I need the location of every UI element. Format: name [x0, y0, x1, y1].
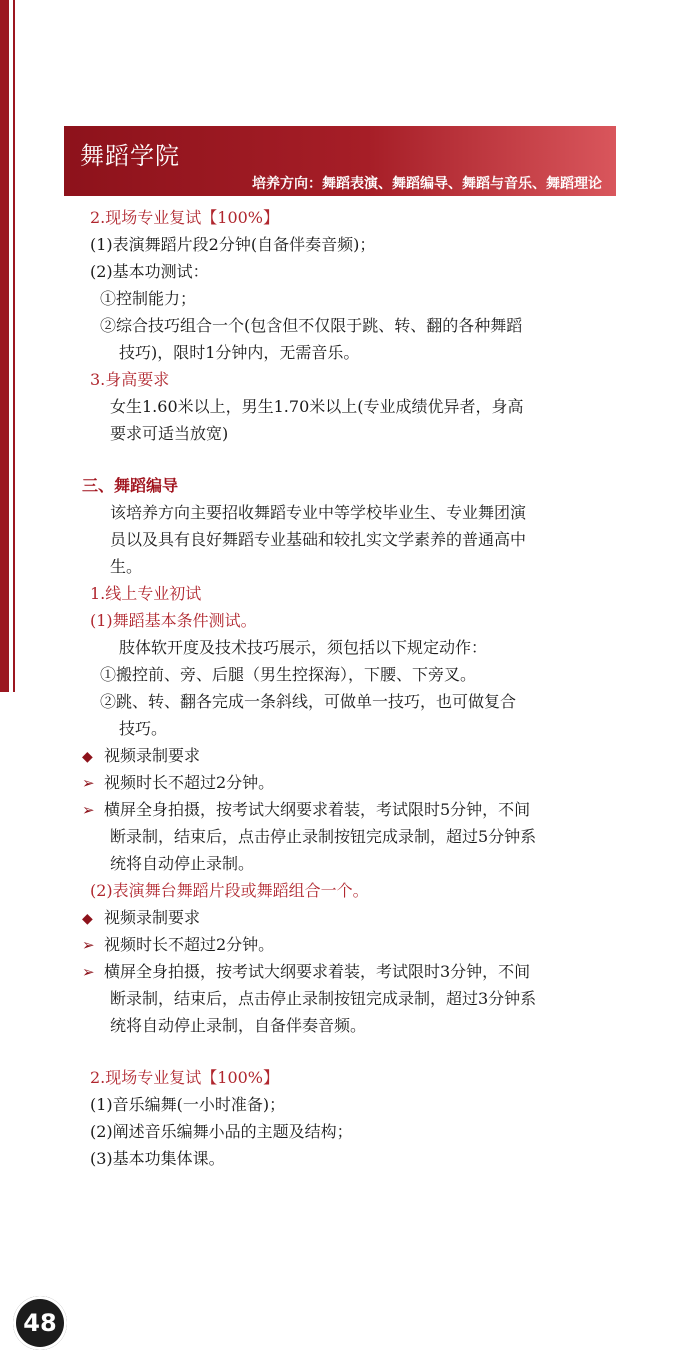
page-number: 48	[23, 1309, 57, 1337]
text-line: 员以及具有良好舞蹈专业基础和较扎实文学素养的普通高中	[110, 530, 527, 549]
text-line: 肢体软开度及技术技巧展示，须包括以下规定动作：	[119, 638, 488, 657]
bullet-item	[82, 800, 530, 820]
text-line: 技巧。	[119, 719, 168, 738]
page-number-badge	[13, 1296, 67, 1350]
arrow-bullet-icon: ➢	[82, 801, 95, 819]
section-banner	[64, 126, 616, 196]
bullet-item	[82, 773, 274, 793]
left-edge-line	[13, 0, 15, 692]
arrow-bullet-icon: ➢	[82, 774, 95, 792]
text-line: (1)音乐编舞(一小时准备)；	[90, 1095, 286, 1114]
text-line: 女生1.60米以上，男生1.70米以上(专业成绩优异者，身高	[110, 397, 524, 416]
bullet-text: 横屏全身拍摄，按考试大纲要求着装，考试限时3分钟，不间	[104, 962, 531, 981]
text-line: ②综合技巧组合一个(包含但不仅限于跳、转、翻的各种舞蹈	[100, 316, 523, 335]
bullet-item	[82, 746, 200, 767]
text-line: (3)基本功集体课。	[90, 1149, 225, 1168]
bullet-text: 视频录制要求	[104, 746, 201, 765]
text-line: ②跳、转、翻各完成一条斜线，可做单一技巧，也可做复合	[100, 692, 517, 711]
diamond-bullet-icon: ◆	[82, 749, 93, 765]
banner-title: 舞蹈学院	[80, 142, 180, 170]
text-line: 统将自动停止录制。	[110, 854, 255, 873]
text-line: 统将自动停止录制，自备伴奏音频。	[110, 1016, 367, 1035]
bullet-text: 横屏全身拍摄，按考试大纲要求着装，考试限时5分钟，不间	[104, 800, 531, 819]
bullet-text: 视频录制要求	[104, 908, 201, 927]
text-line: 技巧)，限时1分钟内，无需音乐。	[119, 343, 360, 362]
diamond-bullet-icon: ◆	[82, 911, 93, 927]
text-line: (2)阐述音乐编舞小品的主题及结构；	[90, 1122, 353, 1141]
text-line: (1)表演舞蹈片段2分钟(自备伴奏音频)；	[90, 235, 376, 254]
bullet-item	[82, 935, 274, 955]
bullet-item	[82, 962, 530, 982]
arrow-bullet-icon: ➢	[82, 963, 95, 981]
subheading: (2)表演舞台舞蹈片段或舞蹈组合一个。	[90, 881, 369, 900]
arrow-bullet-icon: ➢	[82, 936, 95, 954]
bullet-item	[82, 908, 200, 929]
text-line: 该培养方向主要招收舞蹈专业中等学校毕业生、专业舞团演	[110, 503, 527, 522]
left-edge-bar	[0, 0, 9, 692]
subheading: (1)舞蹈基本条件测试。	[90, 611, 257, 630]
text-line: (2)基本功测试：	[90, 262, 209, 281]
subheading: 2.现场专业复试【100%】	[90, 1068, 280, 1087]
text-line: ①控制能力；	[100, 289, 197, 308]
text-line: ①搬控前、旁、后腿（男生控探海），下腰、下旁叉。	[100, 665, 477, 684]
subheading: 2.现场专业复试【100%】	[90, 208, 280, 227]
text-line: 生。	[110, 557, 143, 576]
bullet-text: 视频时长不超过2分钟。	[104, 773, 275, 792]
banner-subtitle: 培养方向：舞蹈表演、舞蹈编导、舞蹈与音乐、舞蹈理论	[252, 176, 602, 192]
text-line: 断录制，结束后，点击停止录制按钮完成录制，超过3分钟系	[110, 989, 537, 1008]
text-line: 断录制，结束后，点击停止录制按钮完成录制，超过5分钟系	[110, 827, 537, 846]
text-line: 要求可适当放宽)	[110, 424, 229, 443]
bullet-text: 视频时长不超过2分钟。	[104, 935, 275, 954]
subheading: 1.线上专业初试	[90, 584, 202, 603]
subheading: 3.身高要求	[90, 370, 170, 389]
section-heading: 三、舞蹈编导	[82, 476, 179, 495]
